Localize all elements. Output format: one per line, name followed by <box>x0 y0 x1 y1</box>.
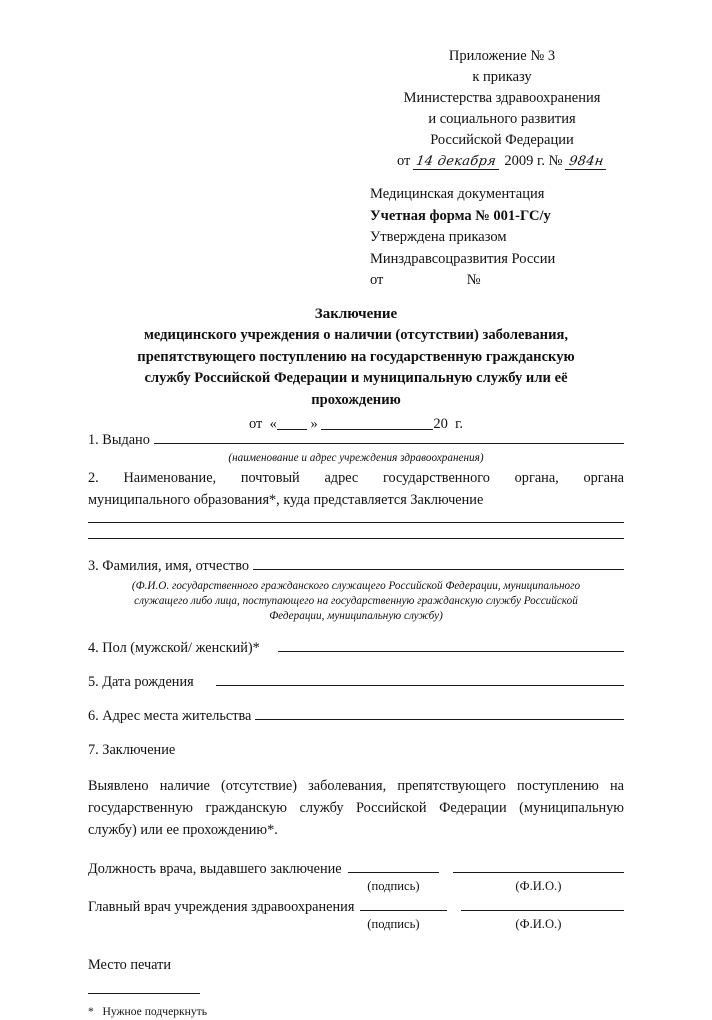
document-title-block <box>86 303 626 434</box>
item-2-input-line-2[interactable] <box>88 538 624 539</box>
order-date-prefix: от <box>397 153 411 169</box>
item-3-caption-line-3: Федерации, муниципальную службу) <box>269 610 443 622</box>
signature-chief-captions <box>348 916 624 933</box>
item-5-input[interactable] <box>216 672 624 686</box>
item-2-input-line-1[interactable] <box>88 522 624 523</box>
item-4-label: 4. Пол (мужской/ женский)* <box>88 640 260 656</box>
caption-sign-chief: (подпись) <box>367 917 420 931</box>
form-item-6 <box>88 706 624 727</box>
caption-fio-doctor: (Ф.И.О.) <box>515 879 562 893</box>
title-quote-close: » <box>310 416 318 432</box>
item-5-row <box>88 672 624 693</box>
signature-doctor-label: Должность врача, выдавшего заключение <box>88 861 342 877</box>
form-item-3 <box>88 556 624 624</box>
form-item-4 <box>88 638 624 659</box>
caption-sign-doctor: (подпись) <box>367 879 420 893</box>
footnote-divider <box>88 993 200 994</box>
title-month-blank[interactable] <box>321 417 433 430</box>
item-3-caption-line-1: (Ф.И.О. государственного гражданского служащего Российской Федерации, муниципального <box>131 580 581 592</box>
form-ministry: Минздравсоцразвития России <box>370 250 556 267</box>
item-4-input[interactable] <box>278 638 624 652</box>
page-title: Заключение <box>314 306 398 322</box>
order-year-label: 2009 г. № <box>504 153 563 169</box>
form-body <box>88 430 624 1020</box>
order-line-2: к приказу <box>472 69 532 85</box>
signature-doctor-fio-input[interactable] <box>453 859 624 873</box>
title-line-1: медицинского учреждения о наличии (отсутствии) заболевания, <box>143 327 569 343</box>
conclusion-paragraph <box>88 775 624 841</box>
item-1-row <box>88 430 624 451</box>
order-reference-block <box>352 46 652 172</box>
form-item-2 <box>88 467 624 539</box>
form-item-1 <box>88 430 624 466</box>
conclusion-line-2: государственную гражданскую службу Российской Федерации (муниципальную <box>88 800 624 816</box>
conclusion-line-1: Выявлено наличие (отсутствие) заболевания, препятствующего поступлению на <box>88 778 624 794</box>
form-doc-type: Медицинская документация <box>370 186 545 202</box>
title-line-2: препятствующего поступлению на государственную гражданскую <box>137 348 575 365</box>
item-6-row <box>88 706 624 727</box>
signature-chief-label: Главный врач учреждения здравоохранения <box>88 899 355 915</box>
order-line-3: Министерства здравоохранения <box>403 90 601 106</box>
caption-fio-chief: (Ф.И.О.) <box>515 917 562 931</box>
form-identification-block <box>370 184 660 292</box>
form-item-5 <box>88 672 624 693</box>
item-3-row <box>88 556 624 577</box>
stamp-place-label: Место печати <box>88 957 172 973</box>
order-line-5: Российской Федерации <box>430 132 574 148</box>
footnote-text: * Нужное подчеркнуть <box>88 1005 208 1018</box>
signature-row-chief <box>88 897 624 916</box>
title-line-3: службу Российской Федерации и муниципальную службу или её <box>144 370 568 386</box>
conclusion-line-3: службу) или ее прохождению*. <box>88 822 278 838</box>
item-2-line-1: 2. Наименование, почтовый адрес государственного органа, органа <box>88 470 624 486</box>
order-line-4: и социального развития <box>428 111 576 127</box>
item-1-caption: (наименование и адрес учреждения здравоохранения) <box>228 452 484 464</box>
item-5-label: 5. Дата рождения <box>88 674 194 690</box>
order-date-row <box>352 151 652 172</box>
item-6-input[interactable] <box>255 706 624 720</box>
signature-doctor-captions <box>348 878 624 895</box>
item-3-caption-line-2: служащего либо лица, поступающего на государственную гражданскую службу Российской <box>134 595 578 607</box>
item-7-label: 7. Заключение <box>88 742 176 758</box>
signature-chief-fio-input[interactable] <box>461 897 624 911</box>
title-day-blank[interactable] <box>277 417 307 430</box>
form-date-number-line: от № <box>370 272 481 288</box>
order-number-handwritten: 984н <box>565 154 608 170</box>
signature-chief-sign-input[interactable] <box>360 897 447 911</box>
title-date-prefix: от « <box>248 416 277 432</box>
form-approved-by: Утверждена приказом <box>370 229 507 245</box>
title-year-suffix: 20 г. <box>433 416 464 432</box>
title-line-4: прохождению <box>311 391 401 408</box>
signature-block <box>88 859 624 933</box>
form-code: Учетная форма № 001-ГС/у <box>370 207 551 224</box>
form-item-7 <box>88 740 624 761</box>
item-6-label: 6. Адрес места жительства <box>88 708 252 724</box>
order-date-handwritten: 14 декабря <box>413 154 501 170</box>
order-line-1: Приложение № 3 <box>448 48 556 64</box>
item-3-input[interactable] <box>253 556 624 570</box>
item-1-input[interactable] <box>154 430 624 444</box>
item-4-row <box>88 638 624 659</box>
signature-row-doctor <box>88 859 624 878</box>
footer-block <box>88 955 624 1020</box>
item-3-label: 3. Фамилия, имя, отчество <box>88 558 250 574</box>
item-2-line-2: муниципального образования*, куда представляется Заключение <box>88 492 484 508</box>
item-1-label: 1. Выдано <box>88 432 150 448</box>
signature-doctor-sign-input[interactable] <box>348 859 439 873</box>
